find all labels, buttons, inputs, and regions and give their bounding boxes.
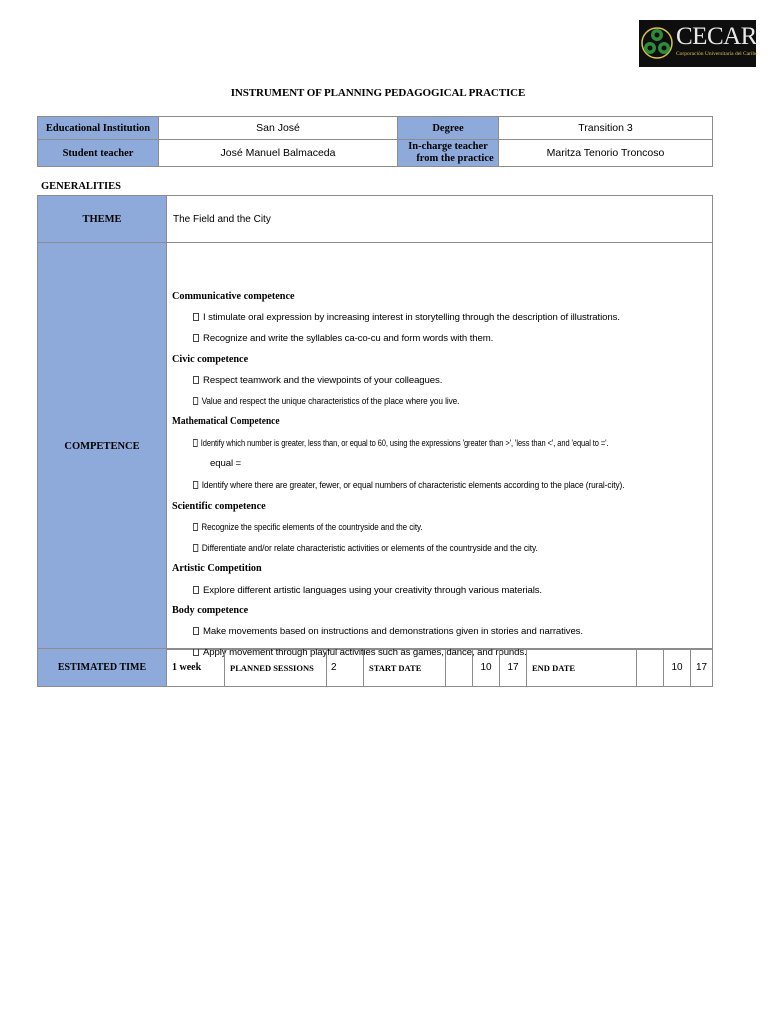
list-item: Identify which number is greater, less than, or equal to 60, using the expressions 'greater than >', 'less than <', and 'equal to ='. (193, 438, 609, 449)
incharge-teacher-label (398, 140, 499, 167)
checkbox-icon (193, 334, 199, 342)
info-table (37, 116, 713, 167)
logo-subtitle: Corporación Universitaria del Caribe (676, 51, 758, 57)
artistic-title: Artistic Competition (172, 563, 262, 574)
institution-label: Educational Institution (38, 117, 159, 140)
list-item: Differentiate and/or relate characteristic activities or elements of the countryside and the city. (193, 543, 538, 554)
degree-value: Transition 3 (499, 117, 713, 140)
list-item-continuation: equal = (210, 458, 242, 469)
checkbox-icon (193, 586, 199, 594)
end-date-field-1: 10 (664, 649, 691, 687)
list-item: I stimulate oral expression by increasing interest in storytelling through the description of illustrations. (193, 312, 620, 323)
degree-label: Degree (398, 117, 499, 140)
student-teacher-value: José Manuel Balmaceda (159, 140, 398, 167)
checkbox-icon (193, 523, 198, 531)
logo-name: CECAR (676, 23, 757, 50)
list-item: Recognize and write the syllables ca-co-cu and form words with them. (193, 333, 493, 344)
end-date-field-2: 17 (691, 649, 713, 687)
checkbox-icon (193, 544, 198, 552)
start-date-label: START DATE (364, 649, 446, 687)
checkbox-icon (193, 481, 198, 489)
list-item: Make movements based on instructions and demonstrations given in stories and narratives. (193, 626, 583, 637)
checkbox-icon (193, 313, 199, 321)
list-item: Value and respect the unique characteristics of the place where you live. (193, 396, 459, 407)
list-item: Explore different artistic languages using your creativity through various materials. (193, 585, 542, 596)
document-title: INSTRUMENT OF PLANNING PEDAGOGICAL PRACTICE (230, 87, 526, 99)
cecar-logo (639, 20, 756, 67)
checkbox-icon (193, 397, 198, 405)
planned-sessions-label: PLANNED SESSIONS (225, 649, 327, 687)
checkbox-icon (193, 376, 199, 384)
checkbox-icon (193, 627, 199, 635)
theme-value: The Field and the City (167, 196, 713, 243)
theme-label: THEME (38, 196, 167, 243)
competence-label: COMPETENCE (38, 243, 167, 650)
start-date-field-1: 10 (473, 649, 500, 687)
scientific-title: Scientific competence (172, 501, 266, 512)
planned-sessions-value: 2 (327, 649, 364, 687)
competence-content (167, 243, 713, 658)
end-date-day (637, 649, 664, 687)
logo-emblem-icon (639, 20, 675, 67)
civic-title: Civic competence (172, 354, 249, 365)
list-item: Recognize the specific elements of the countryside and the city. (193, 522, 423, 533)
incharge-teacher-value: Maritza Tenorio Troncoso (499, 140, 713, 167)
start-date-field-2: 17 (500, 649, 527, 687)
body-title: Body competence (172, 605, 249, 616)
duration-value: 1 week (167, 649, 225, 687)
checkbox-icon (193, 439, 198, 447)
list-item: Apply movement through playful activities such as games, dance, and rounds. (193, 647, 527, 658)
student-teacher-label: Student teacher (38, 140, 159, 167)
communicative-title: Communicative competence (172, 291, 295, 302)
incharge-label-line2: from the practice (416, 153, 494, 164)
estimated-time-table (37, 648, 713, 687)
institution-value: San José (159, 117, 398, 140)
list-item: Respect teamwork and the viewpoints of your colleagues. (193, 375, 442, 386)
math-title: Mathematical Competence (172, 416, 280, 427)
start-date-day (446, 649, 473, 687)
estimated-time-label: ESTIMATED TIME (38, 649, 167, 687)
list-item: Identify where there are greater, fewer, or equal numbers of characteristic elements according to the place (rural-city). (193, 480, 624, 491)
end-date-label: END DATE (527, 649, 637, 687)
incharge-label-line1: In-charge teacher (408, 141, 488, 152)
generalities-heading: GENERALITIES (41, 181, 121, 192)
generalities-table (37, 195, 713, 658)
